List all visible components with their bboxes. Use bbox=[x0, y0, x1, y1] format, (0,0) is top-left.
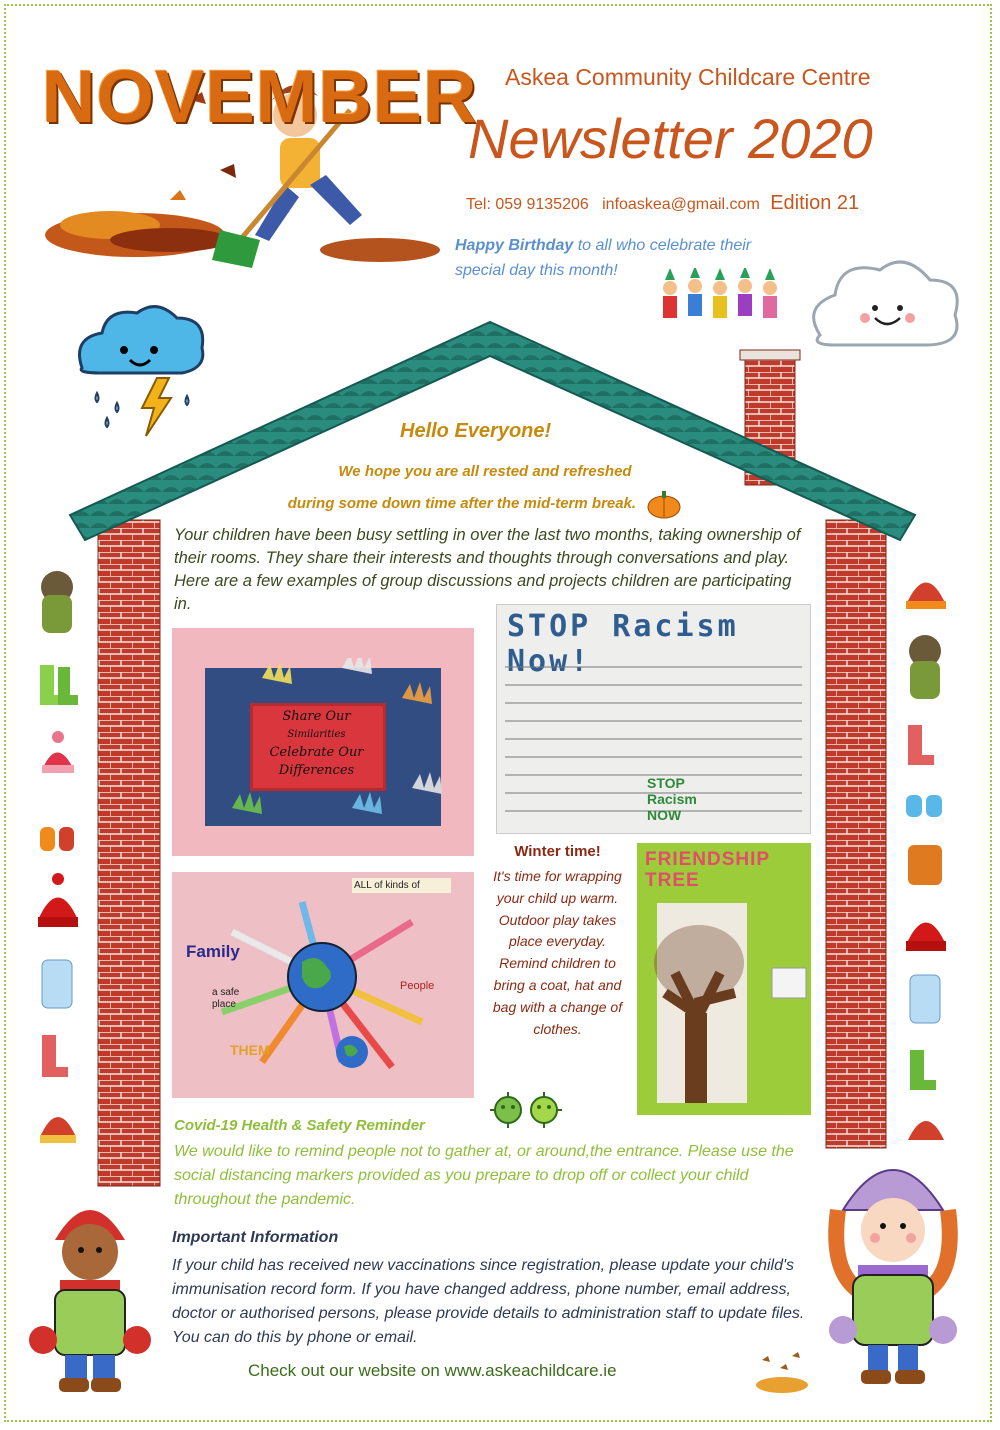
intro-paragraph: Your children have been busy settling in over the last two months, taking ownership of their rooms. They share their interests and thoughts through conversations and play. Here are a few examples of group discussions and projects children are participating in. bbox=[174, 526, 801, 613]
website-link[interactable]: Check out our website on www.askeachildcare.ie bbox=[248, 1361, 617, 1380]
email-address: infoaskea@gmail.com bbox=[602, 196, 760, 213]
coat-blue-icon bbox=[910, 975, 940, 1023]
winter-girl-illustration bbox=[823, 1150, 963, 1400]
birthday-text: to all who celebrate their special day this month! bbox=[455, 237, 752, 279]
poster3-people: People bbox=[400, 980, 435, 992]
greeting-line-1: We hope you are all rested and refreshed bbox=[338, 463, 632, 480]
greeting-subtitle bbox=[160, 456, 810, 520]
photo-similarities-poster bbox=[172, 628, 474, 856]
poster4-title: FRIENDSHIP TREE bbox=[645, 849, 770, 891]
poster3-family: Family bbox=[186, 942, 240, 961]
hat-icon bbox=[906, 583, 946, 610]
parka-icon bbox=[909, 635, 941, 699]
small-leaves-illustration bbox=[752, 1350, 812, 1395]
parka-icon bbox=[41, 571, 73, 633]
winter-heading: Winter time! bbox=[514, 843, 601, 860]
newsletter-title: Newsletter 2020 bbox=[468, 107, 873, 170]
poster2-title: STOP Racism Now! bbox=[507, 609, 739, 679]
left-clothing-column bbox=[30, 565, 85, 1175]
coat-icon bbox=[42, 960, 72, 1008]
poster3-safe-place: a safe place bbox=[212, 987, 240, 1010]
greeting-line-2: during some down time after the mid-term break. bbox=[160, 488, 810, 520]
important-heading: Important Information bbox=[172, 1229, 339, 1246]
covid-paragraph: We would like to remind people not to gather at, or around,the entrance. Please use the social distancing markers provided as you prepare to drop off or collect your child throughout the pandemic. bbox=[174, 1143, 794, 1208]
greeting-heading: Hello Everyone! bbox=[400, 420, 552, 442]
hat-red-icon bbox=[38, 873, 78, 927]
photo-friendship-tree bbox=[637, 843, 811, 1115]
hat-icon bbox=[42, 731, 74, 773]
covid-heading: Covid-19 Health & Safety Reminder bbox=[174, 1117, 425, 1134]
boots-icon bbox=[40, 665, 78, 705]
poster1-line-1: Share Our bbox=[282, 709, 351, 724]
poster1-line-3: Celebrate Our bbox=[269, 745, 364, 760]
winter-paragraph: It's time for wrapping your child up warm. Outdoor play takes place everyday. Remind children to bring a coat, hat and bag with a change of clothes. bbox=[492, 868, 623, 1037]
edition-number: Edition 21 bbox=[770, 192, 860, 214]
month-title: NOVEMBER bbox=[42, 55, 478, 138]
boots-icon bbox=[908, 725, 934, 765]
poster3-all-kinds: ALL of kinds of bbox=[352, 878, 451, 893]
mittens-icon bbox=[906, 795, 942, 817]
poster3-them: THEM bbox=[230, 1042, 270, 1058]
boots-red-icon bbox=[42, 1035, 68, 1077]
coat-icon bbox=[908, 845, 942, 885]
mittens-icon bbox=[40, 827, 74, 851]
hat-red-icon bbox=[906, 923, 946, 952]
handprints-decoration bbox=[202, 658, 452, 838]
poster1-line-2: Similarities bbox=[287, 729, 346, 740]
phone-number: Tel: 059 9135206 bbox=[466, 196, 589, 213]
right-clothing-column bbox=[898, 565, 953, 1145]
boots-green-icon bbox=[910, 1050, 936, 1090]
virus-icon bbox=[488, 1090, 568, 1130]
poster1-line-4: Differences bbox=[278, 763, 355, 778]
hat-stripe-icon bbox=[40, 1117, 76, 1143]
winter-boy-illustration bbox=[25, 1190, 155, 1405]
centre-name: Askea Community Childcare Centre bbox=[505, 64, 871, 90]
hat-stripe-icon bbox=[908, 1121, 944, 1140]
tree-illustration bbox=[637, 893, 811, 1115]
birthday-heading: Happy Birthday bbox=[455, 237, 574, 254]
important-paragraph: If your child has received new vaccinations since registration, please update your child's immunisation record form. If you have changed address, phone number, email address, doctor or authorised persons, please provide details to administration staff to update files. You can do this by phone or email. bbox=[172, 1257, 805, 1346]
photo-stop-racism-poster bbox=[496, 604, 811, 834]
pumpkin-icon bbox=[646, 489, 682, 519]
photo-family-globe-poster bbox=[172, 872, 474, 1098]
poster2-stamp: STOP Racism NOW bbox=[647, 775, 697, 823]
